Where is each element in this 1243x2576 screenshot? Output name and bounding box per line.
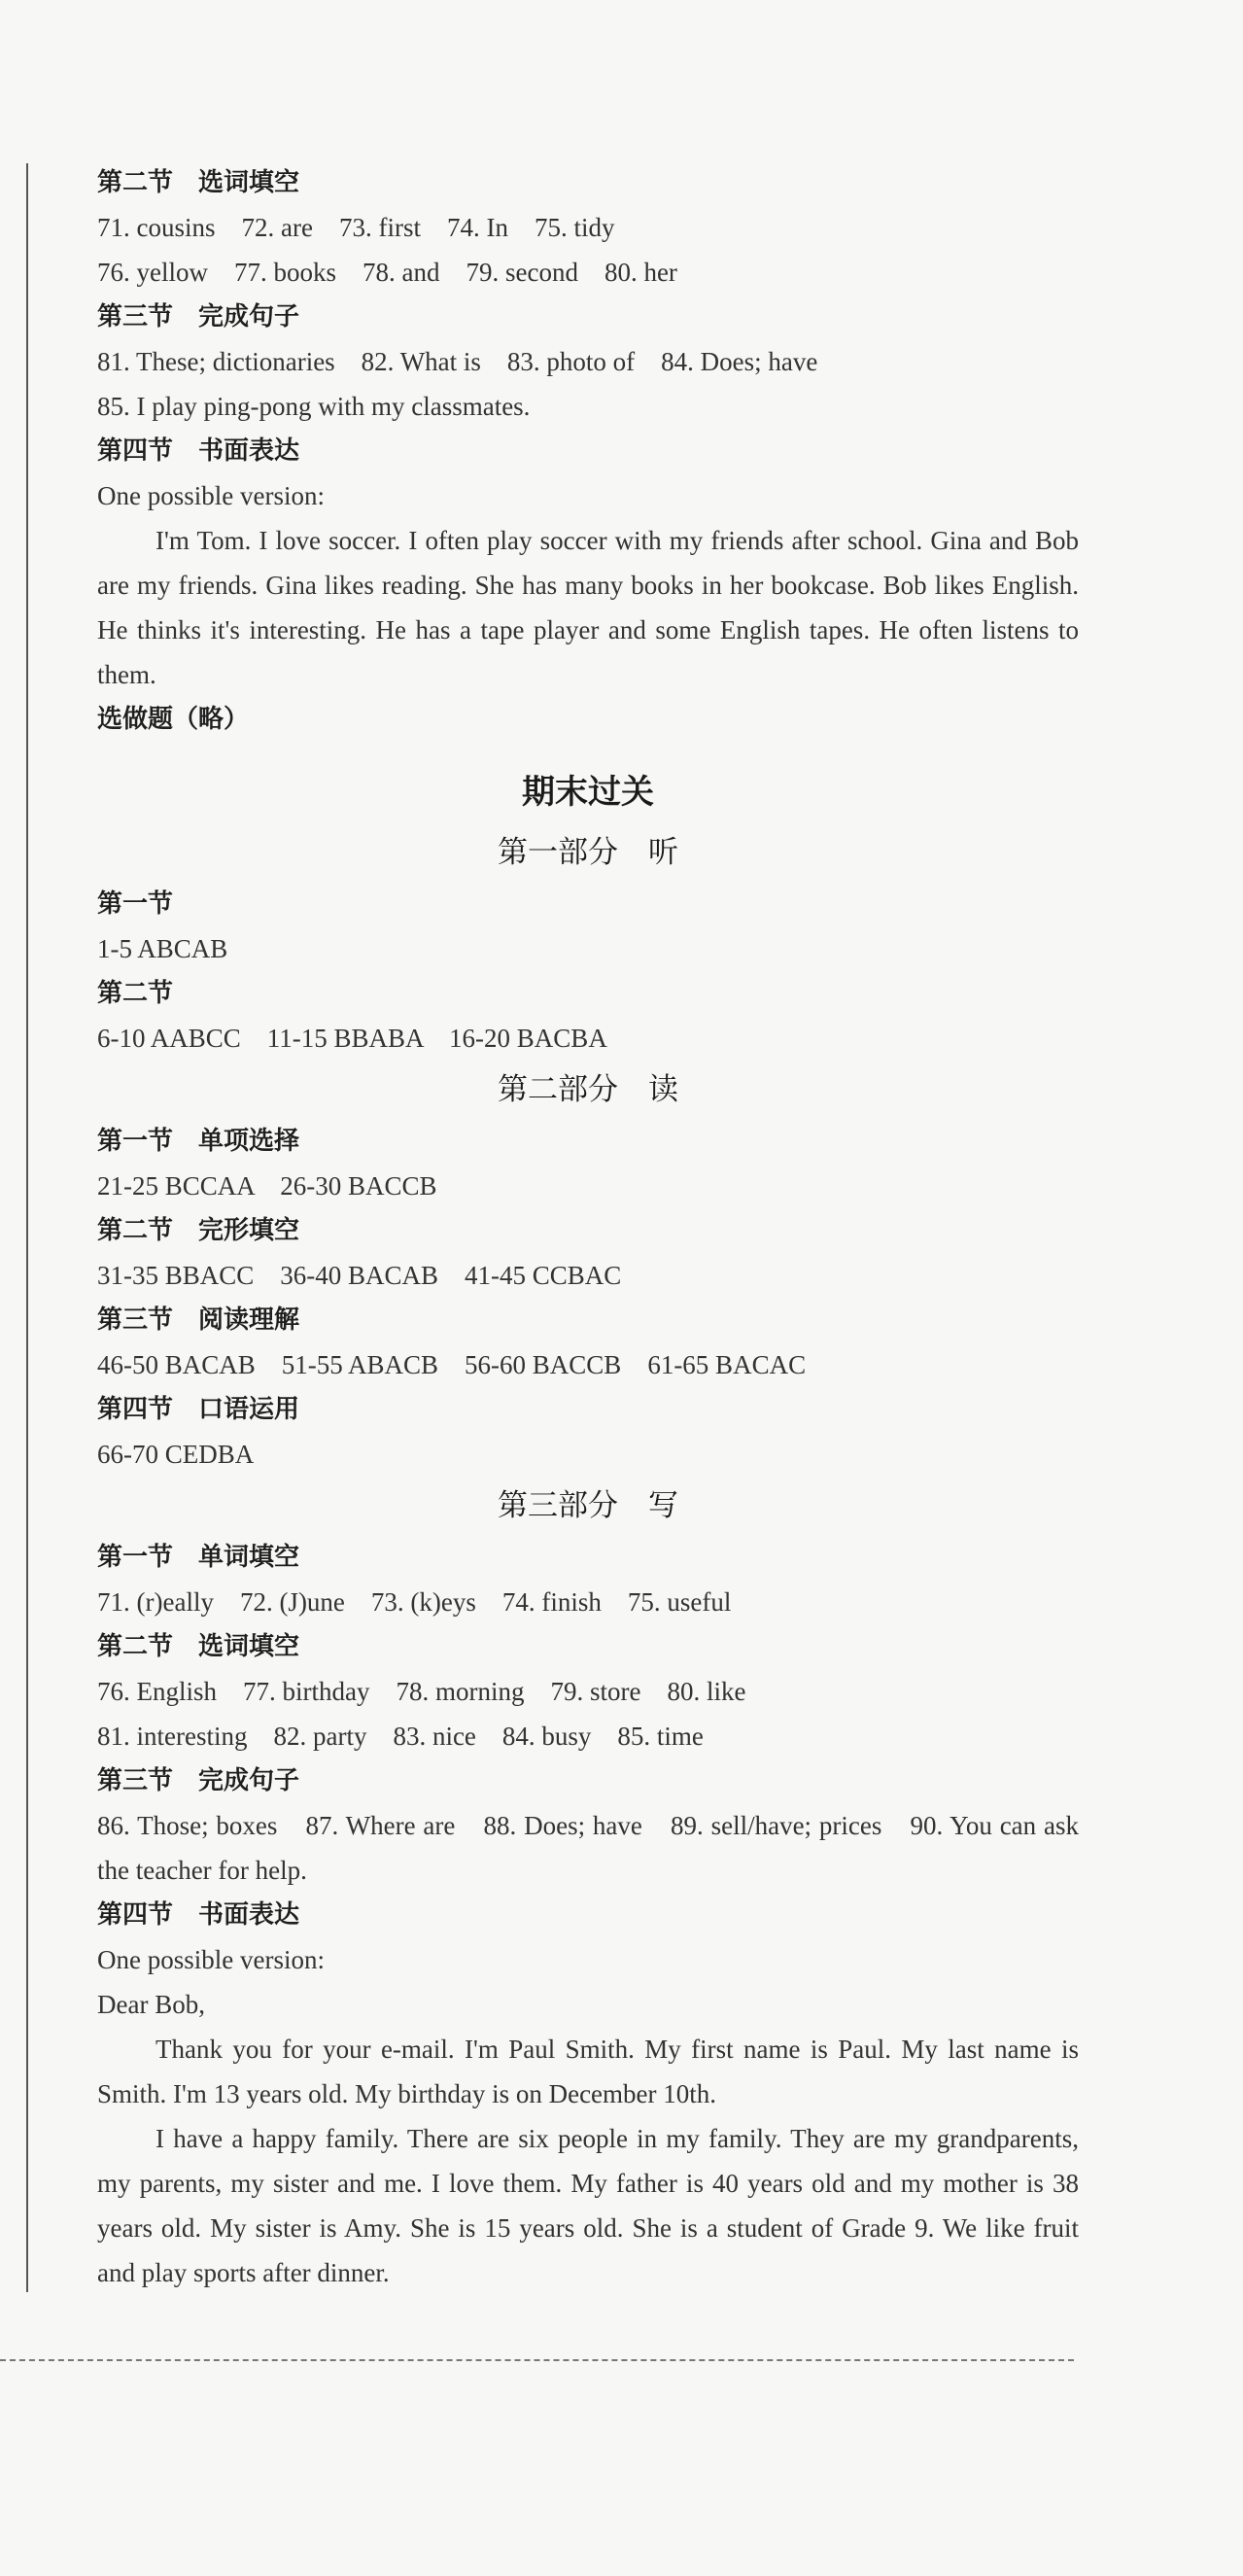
part2-sec3-heading: 第三节 阅读理解 <box>97 1305 300 1335</box>
unit-sec2-answers-2: 76. yellow 77. books 78. and 79. second 80. her <box>97 258 677 287</box>
part3-sec2-answers-1: 76. English 77. birthday 78. morning 79. store 80. like <box>97 1677 746 1706</box>
part3-sec3-heading: 第三节 完成句子 <box>97 1766 300 1795</box>
unit-sec2-answers-1: 71. cousins 72. are 73. first 74. In 75. tidy <box>97 213 615 242</box>
page-content <box>97 160 1079 2295</box>
part2-sec1-answers: 21-25 BCCAA 26-30 BACCB <box>97 1171 437 1201</box>
part2-sec4-heading: 第四节 口语运用 <box>97 1395 300 1424</box>
letter-paragraph-2: I have a happy family. There are six people in my family. They are my grandparents, my parents, my sister and me. I love them. My father is 40 years old and my mother is 38 years old. My sister is Amy. She is 15 years old. She is a student of Grade 9. We like fruit and play sports after dinner. <box>97 2124 1079 2287</box>
unit-sec2-heading: 第二节 选词填空 <box>97 168 300 197</box>
unit-sec4-intro: One possible version: <box>97 481 325 510</box>
unit-sec3-answers-2: 85. I play ping-pong with my classmates. <box>97 392 531 421</box>
part3-sec4-heading: 第四节 书面表达 <box>97 1900 300 1930</box>
unit-sec3-answers-1: 81. These; dictionaries 82. What is 83. photo of 84. Does; have <box>97 347 818 376</box>
part1-title: 第一部分 听 <box>498 835 678 870</box>
part3-sec3-answers: 86. Those; boxes 87. Where are 88. Does; have 89. sell/have; prices 90. You can ask the teacher for help. <box>97 1811 1079 1885</box>
part3-sec4-intro: One possible version: <box>97 1945 325 1974</box>
optional-questions: 选做题（略） <box>97 705 250 734</box>
part3-title: 第三部分 写 <box>498 1488 678 1523</box>
part3-sec2-answers-2: 81. interesting 82. party 83. nice 84. busy 85. time <box>97 1722 704 1751</box>
part2-sec4-answers: 66-70 CEDBA <box>97 1440 255 1469</box>
part3-sec1-heading: 第一节 单词填空 <box>97 1543 300 1572</box>
final-exam-title: 期末过关 <box>522 773 654 812</box>
part1-sec2-heading: 第二节 <box>97 979 174 1008</box>
letter-greeting: Dear Bob, <box>97 1990 205 2019</box>
part1-sec1-answers: 1-5 ABCAB <box>97 934 228 963</box>
unit-sec4-heading: 第四节 书面表达 <box>97 436 300 466</box>
part2-sec1-heading: 第一节 单项选择 <box>97 1127 300 1156</box>
unit-sec3-heading: 第三节 完成句子 <box>97 302 300 331</box>
unit-sec4-essay: I'm Tom. I love soccer. I often play soccer with my friends after school. Gina and Bob are my friends. Gina likes reading. She has many books in her bookcase. Bob likes English. He thinks it's interesting. He has a tape player and some English tapes. He often listens to them. <box>97 526 1079 689</box>
letter-paragraph-1: Thank you for your e-mail. I'm Paul Smith. My first name is Paul. My last name is Smith. I'm 13 years old. My birthday is on December 10th. <box>97 2035 1079 2108</box>
left-margin-rule <box>26 163 28 2292</box>
bottom-dashed-rule <box>0 2359 1074 2361</box>
part2-title: 第二部分 读 <box>498 1072 678 1107</box>
part2-sec2-heading: 第二节 完形填空 <box>97 1216 300 1245</box>
part1-sec2-answers: 6-10 AABCC 11-15 BBABA 16-20 BACBA <box>97 1024 607 1053</box>
part2-sec3-answers: 46-50 BACAB 51-55 ABACB 56-60 BACCB 61-65 BACAC <box>97 1350 807 1379</box>
part1-sec1-heading: 第一节 <box>97 889 174 919</box>
part2-sec2-answers: 31-35 BBACC 36-40 BACAB 41-45 CCBAC <box>97 1261 622 1290</box>
part3-sec1-answers: 71. (r)eally 72. (J)une 73. (k)eys 74. finish 75. useful <box>97 1587 732 1617</box>
part3-sec2-heading: 第二节 选词填空 <box>97 1632 300 1661</box>
